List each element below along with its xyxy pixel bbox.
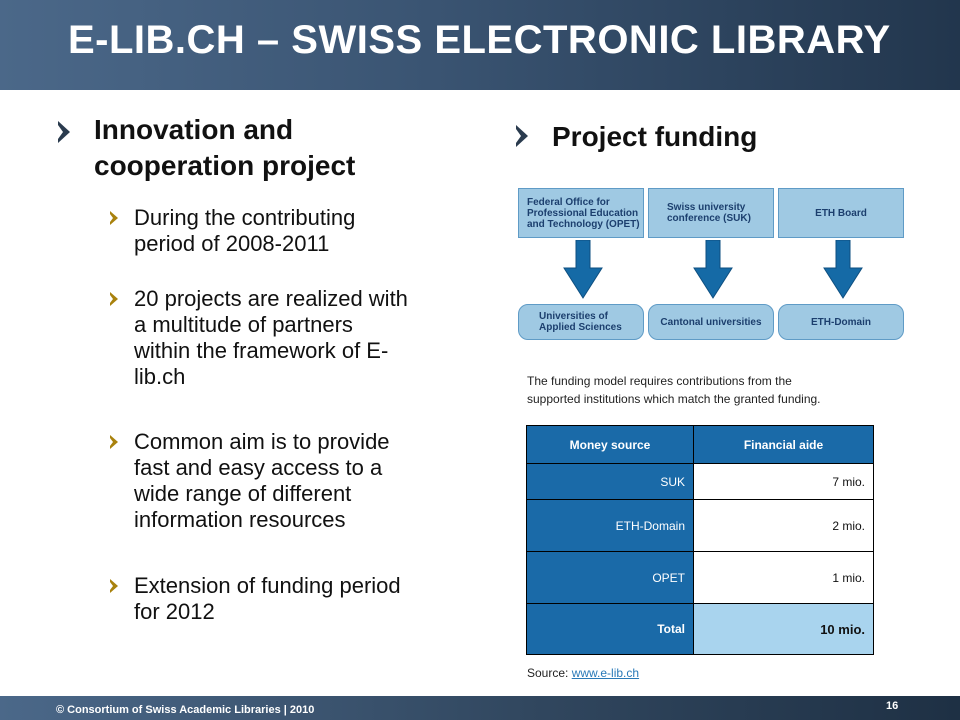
table-row — [527, 464, 874, 500]
money-source-cell: OPET — [527, 552, 694, 604]
box-line: and Technology (OPET) — [527, 218, 640, 230]
box-line: ETH Board — [815, 207, 867, 219]
table-row — [527, 552, 874, 604]
total-label-cell: Total — [527, 604, 694, 655]
bullet-line: Extension of funding period — [134, 573, 401, 598]
box-line: Universities of — [539, 311, 608, 322]
bullet-line: Common aim is to provide — [134, 429, 390, 454]
note-line: The funding model requires contributions from the — [527, 374, 792, 388]
funding-note — [527, 372, 907, 408]
bullet-line: wide range of different — [134, 481, 352, 506]
down-arrow-icon — [693, 240, 733, 300]
recipient-box-eth-domain — [778, 304, 904, 340]
amount-cell: 2 mio. — [694, 500, 874, 552]
page-number: 16 — [886, 700, 899, 712]
table-header-row — [527, 426, 874, 464]
note-line: supported institutions which match the granted funding. — [527, 392, 821, 406]
box-line: conference (SUK) — [667, 213, 751, 224]
down-arrow-icon — [823, 240, 863, 300]
box-line: Professional Education — [527, 207, 639, 219]
footer-bar — [0, 696, 960, 720]
header-cell: Financial aide — [694, 426, 874, 464]
bullet-item — [134, 429, 390, 533]
box-line: Federal Office for — [527, 196, 610, 208]
bullet-item — [134, 573, 401, 625]
chevron-bullet-icon — [110, 292, 118, 306]
funder-box-suk — [648, 188, 774, 238]
bullet-line: information resources — [134, 507, 346, 532]
source-line — [527, 666, 639, 680]
amount-cell: 1 mio. — [694, 552, 874, 604]
left-heading — [94, 112, 355, 184]
table-row — [527, 500, 874, 552]
left-heading-line: Innovation and — [94, 114, 294, 145]
bullet-line: During the contributing — [134, 205, 356, 230]
funder-box-opet — [518, 188, 644, 238]
bullet-line: fast and easy access to a — [134, 455, 383, 480]
bullet-line: for 2012 — [134, 599, 215, 624]
funder-box-eth-board — [778, 188, 904, 238]
table-total-row — [527, 604, 874, 655]
bullet-item — [134, 205, 355, 257]
page-title: E-LIB.CH – SWISS ELECTRONIC LIBRARY — [68, 18, 891, 62]
bullet-line: a multitude of partners — [134, 312, 353, 337]
recipient-box-applied-sciences — [518, 304, 644, 340]
chevron-bullet-icon — [516, 125, 528, 147]
amount-cell: 7 mio. — [694, 464, 874, 500]
funding-table — [526, 425, 874, 655]
bullet-line: 20 projects are realized with — [134, 286, 408, 311]
left-heading-line: cooperation project — [94, 150, 356, 181]
source-link[interactable]: www.e-lib.ch — [571, 666, 640, 680]
right-heading: Project funding — [552, 121, 758, 152]
total-amount-cell: 10 mio. — [694, 604, 874, 655]
bullet-item — [134, 286, 408, 390]
bullet-line: within the framework of E- — [134, 338, 389, 363]
money-source-cell: ETH-Domain — [527, 500, 694, 552]
down-arrow-icon — [563, 240, 603, 300]
chevron-bullet-icon — [110, 435, 118, 449]
box-line: Swiss university — [667, 202, 746, 213]
box-line: Applied Sciences — [539, 322, 622, 333]
recipient-box-cantonal — [648, 304, 774, 340]
bullet-line: period of 2008-2011 — [134, 231, 330, 256]
money-source-cell: SUK — [527, 464, 694, 500]
chevron-bullet-icon — [110, 579, 118, 593]
title-bar — [0, 0, 960, 90]
chevron-bullet-icon — [110, 211, 118, 225]
box-line: ETH-Domain — [811, 316, 871, 328]
source-label: Source: — [527, 666, 572, 680]
box-line: Cantonal universities — [660, 316, 762, 328]
bullet-line: lib.ch — [134, 364, 186, 389]
chevron-bullet-icon — [58, 121, 70, 143]
copyright-text: © Consortium of Swiss Academic Libraries | 2010 — [56, 704, 315, 716]
header-cell: Money source — [527, 426, 694, 464]
